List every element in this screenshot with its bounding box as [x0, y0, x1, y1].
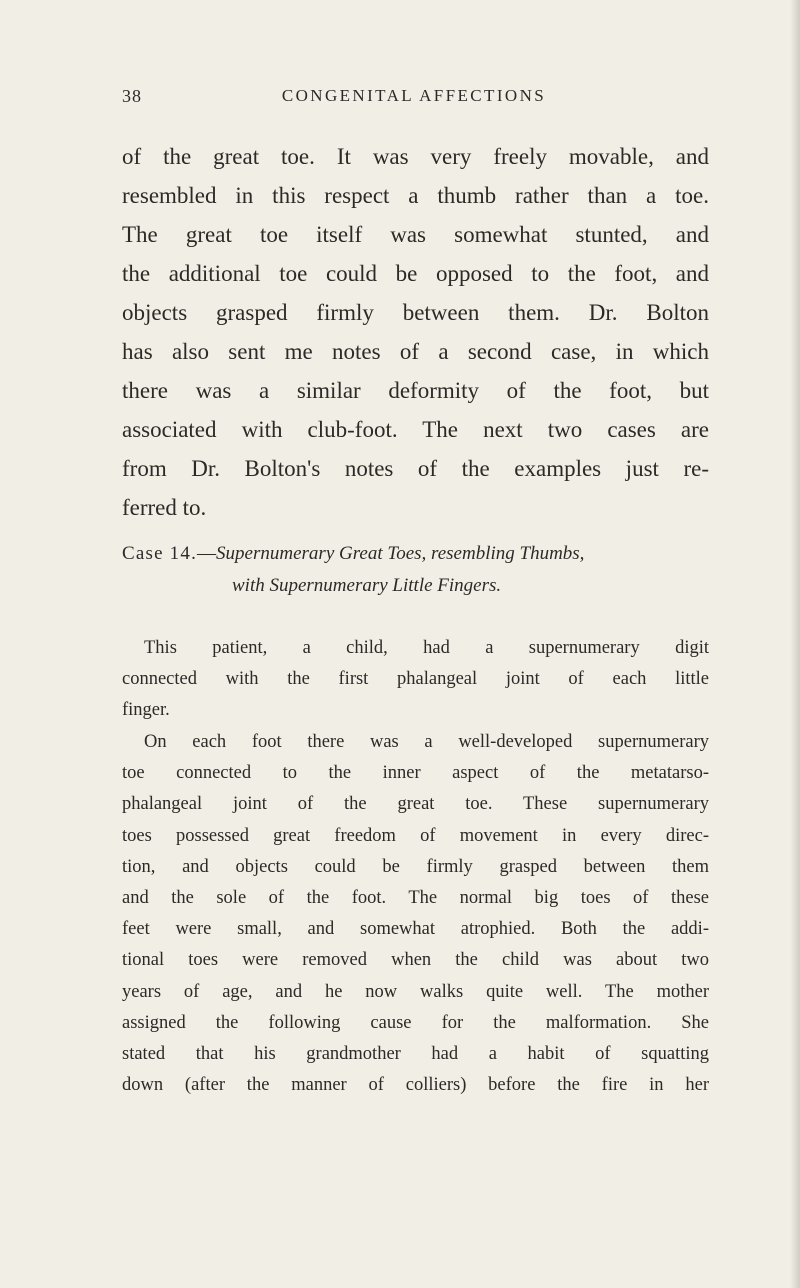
case-heading [122, 538, 709, 602]
text-line: the additional toe could be opposed to the foot, and [122, 261, 709, 286]
text-line: toe connected to the inner aspect of the metatarso- [122, 763, 709, 784]
text-line: has also sent me notes of a second case, in which [122, 339, 709, 364]
intro-paragraph [122, 137, 709, 527]
case-title: Supernumerary Great Toes, resembling Thumbs, [216, 543, 585, 564]
text-line: phalangeal joint of the great toe. These supernumerary [122, 794, 709, 815]
case-paragraph-2 [122, 727, 709, 1101]
case-label: Case 14. [122, 543, 198, 564]
text-line: associated with club-foot. The next two cases are [122, 417, 709, 442]
page-edge-shadow [790, 0, 800, 1288]
text-line: years of age, and he now walks quite well. The mother [122, 981, 709, 1002]
em-dash: — [197, 543, 217, 564]
text-line: there was a similar deformity of the foot, but [122, 378, 709, 403]
text-line: tion, and objects could be firmly grasped between them [122, 856, 709, 877]
text-line: This patient, a child, had a supernumerary digit [144, 638, 709, 658]
text-line: of the great toe. It was very freely movable, and [122, 144, 709, 169]
text-line: The great toe itself was somewhat stunted, and [122, 222, 709, 247]
text-line: finger. [122, 700, 170, 721]
text-line: tional toes were removed when the child was about two [122, 950, 709, 971]
text-line: feet were small, and somewhat atrophied. Both the addi- [122, 919, 709, 940]
running-head [122, 86, 706, 116]
case-title-continued: with Supernumerary Little Fingers. [232, 575, 502, 596]
text-line: assigned the following cause for the malformation. She [122, 1012, 709, 1033]
text-line: down (after the manner of colliers) before the fire in her [122, 1075, 709, 1096]
case-paragraph-1 [122, 633, 709, 727]
text-line: toes possessed great freedom of movement in every direc- [122, 825, 709, 846]
text-line: stated that his grandmother had a habit of squatting [122, 1043, 709, 1064]
text-line: resembled in this respect a thumb rather than a toe. [122, 183, 709, 208]
page-number: 38 [122, 86, 142, 106]
text-line: ferred to. [122, 495, 207, 520]
text-line: On each foot there was a well-developed supernumerary [144, 732, 709, 752]
running-head-title: CONGENITAL AFFECTIONS [281, 86, 547, 105]
text-line: connected with the first phalangeal joint of each little [122, 669, 709, 690]
text-line: objects grasped firmly between them. Dr. Bolton [122, 300, 709, 325]
text-line: from Dr. Bolton's notes of the examples just re- [122, 456, 709, 481]
text-line: and the sole of the foot. The normal big toes of these [122, 887, 709, 908]
